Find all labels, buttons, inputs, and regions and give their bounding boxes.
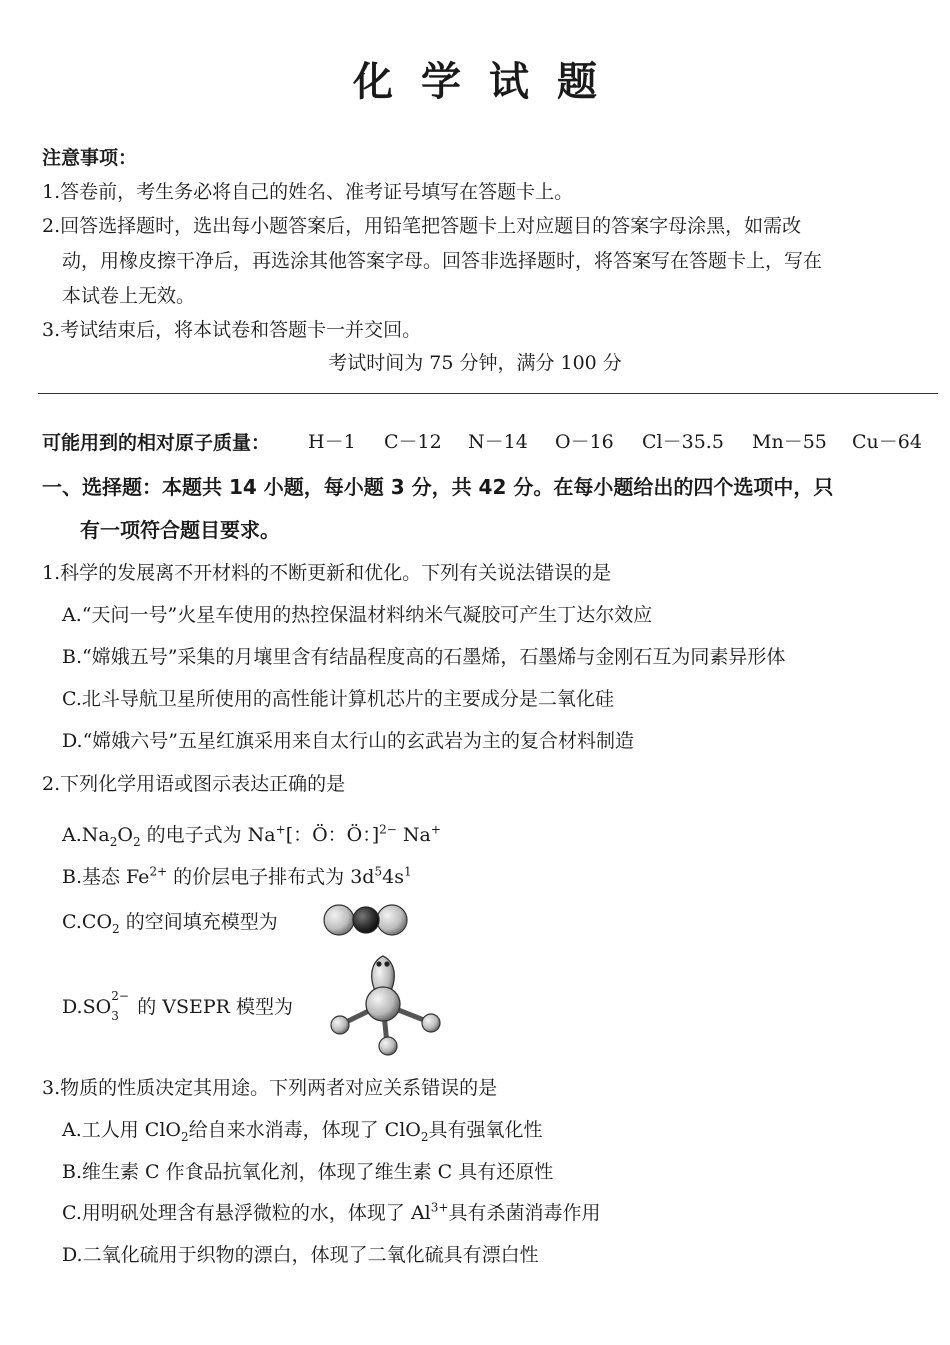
question-2-option-c: $C.CO_2$ 的空间填充模型为 [62, 911, 278, 936]
notice-item-1: 1.答卷前，考生务必将自己的姓名、准考证号填写在答题卡上。 [42, 181, 574, 203]
question-1-option-d: D.“嫦娥六号”五星红旗采用来自太行山的玄武岩为主的复合材料制造 [62, 730, 635, 752]
question-3-option-a: A.工人用 ClO$_2$给自来水消毒，体现了 ClO$_2$具有强氧化性 [62, 1119, 543, 1144]
exam-time: 考试时间为 75 分钟，满分 100 分 [328, 352, 622, 374]
notice-item-2-cont: 动，用橡皮擦干净后，再选涂其他答案字母。回答非选择题时，将答案写在答题卡上，写在 [62, 250, 823, 272]
so3-vsepr-model-icon [326, 950, 446, 1060]
atomic-mass-item: C－12 [384, 431, 442, 453]
atomic-mass-item: Cu－64 [852, 431, 922, 453]
question-3-stem: 3.物质的性质决定其用途。下列两者对应关系错误的是 [42, 1077, 498, 1099]
page-title: 化学试题 [353, 59, 625, 105]
atomic-mass-item: O－16 [555, 431, 614, 453]
atomic-mass-item: H－1 [308, 431, 356, 453]
atomic-mass-item: Cl－35.5 [642, 431, 724, 453]
atomic-mass-item: Mn－55 [752, 431, 827, 453]
notice-item-2: 2.回答选择题时，选出每小题答案后，用铅笔把答题卡上对应题目的答案字母涂黑，如需改 [42, 215, 802, 237]
question-1-option-a: A.“天问一号”火星车使用的热控保温材料纳米气凝胶可产生丁达尔效应 [62, 604, 653, 626]
section-heading: 一、选择题：本题共 14 小题，每小题 3 分，共 42 分。在每小题给出的四个选项中，只 [42, 475, 834, 499]
notice-item-2-end: 本试卷上无效。 [62, 285, 196, 307]
question-2-option-b: B.基态 $Fe^{2+}$ 的价层电子排布式为 $3d^54s^1$ [62, 864, 412, 888]
question-3-option-d: D.二氧化硫用于织物的漂白，体现了二氧化硫具有漂白性 [62, 1244, 539, 1266]
notice-item-3: 3.考试结束后，将本试卷和答题卡一并交回。 [42, 319, 422, 341]
co2-space-filling-model-icon [322, 902, 412, 938]
divider [38, 393, 938, 394]
notice-heading: 注意事项： [42, 147, 138, 169]
question-1-option-c: C.北斗导航卫星所使用的高性能计算机芯片的主要成分是二氧化硅 [62, 688, 614, 710]
question-3-option-c: C.用明矾处理含有悬浮微粒的水，体现了 $Al^{3+}$具有杀菌消毒作用 [62, 1200, 601, 1224]
question-3-option-b: B.维生素 C 作食品抗氧化剂，体现了维生素 C 具有还原性 [62, 1161, 554, 1183]
question-2-option-d: D.SO 2− 3 的 VSEPR 模型为 [62, 989, 294, 1023]
question-2-option-a: $A.Na_2O_2$ 的电子式为 Na+[：Ö：Ö：]$^{2-}$ Na+ [62, 822, 441, 849]
section-heading-cont: 有一项符合题目要求。 [80, 518, 280, 542]
atomic-mass-label: 可能用到的相对原子质量： [42, 432, 271, 454]
question-1-option-b: B.“嫦娥五号”采集的月壤里含有结晶程度高的石墨烯，石墨烯与金刚石互为同素异形体 [62, 646, 786, 668]
electron-formula: [：Ö：Ö：] [285, 824, 380, 846]
question-2-stem: 2.下列化学用语或图示表达正确的是 [42, 773, 346, 795]
atomic-mass-item: N－14 [468, 431, 528, 453]
question-1-stem: 1.科学的发展离不开材料的不断更新和优化。下列有关说法错误的是 [42, 562, 612, 584]
